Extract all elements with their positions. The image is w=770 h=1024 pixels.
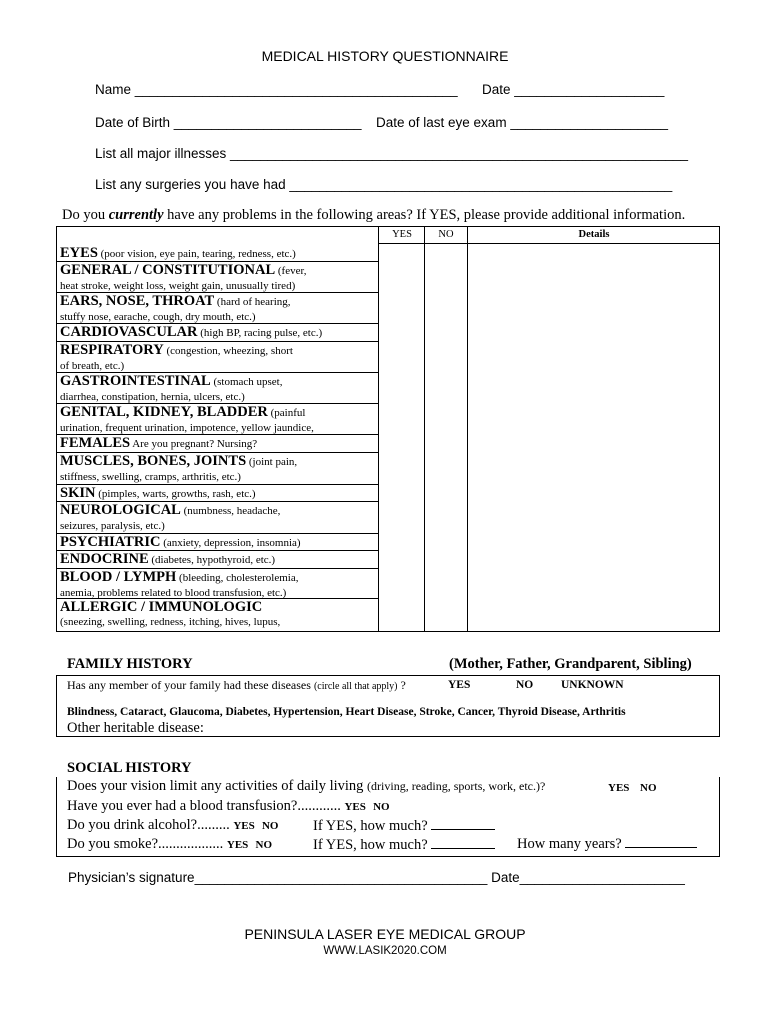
yes-column-header: YES [392, 229, 412, 240]
condition-label: GASTROINTESTINAL (stomach upset, diarrhea, constipation, hernia, ulcers, etc.) [60, 373, 283, 403]
smoke-question: Do you smoke?.................. YES NO [67, 836, 273, 852]
family-history-heading: FAMILY HISTORY [67, 656, 193, 672]
surgeries-field[interactable]: List any surgeries you have had ___________________________________________________ [95, 177, 673, 192]
details-area[interactable] [468, 244, 720, 632]
transfusion-no[interactable]: NO [373, 801, 390, 813]
condition-yes-checkbox[interactable] [391, 344, 415, 358]
family-unknown-option[interactable]: UNKNOWN [561, 679, 624, 691]
alcohol-question: Do you drink alcohol?......... YES NO [67, 817, 279, 833]
condition-label: EARS, NOSE, THROAT (hard of hearing, stuffy nose, earache, cough, dry mouth, etc.) [60, 293, 291, 323]
vision-limit-no[interactable]: NO [640, 782, 657, 794]
family-yes-option[interactable]: YES [448, 679, 471, 691]
condition-no-checkbox[interactable] [434, 601, 458, 615]
condition-no-checkbox[interactable] [434, 487, 458, 500]
family-disease-list: Blindness, Cataract, Glaucoma, Diabetes, Hypertension, Heart Disease, Stroke, Cancer, Thyroid Disease, Arthritis [67, 706, 626, 718]
condition-label: NEUROLOGICAL (numbness, headache, seizures, paralysis, etc.) [60, 502, 281, 532]
major-illnesses-field[interactable]: List all major illnesses _____________________________________________________________ [95, 146, 689, 161]
condition-label: RESPIRATORY (congestion, wheezing, short of breath, etc.) [60, 342, 293, 372]
condition-yes-checkbox[interactable] [391, 247, 415, 260]
condition-no-checkbox[interactable] [434, 295, 458, 309]
date-field[interactable]: Date ____________________ [482, 82, 665, 97]
family-relations: (Mother, Father, Grandparent, Sibling) [449, 656, 692, 672]
social-history-heading: SOCIAL HISTORY [67, 760, 192, 776]
website-url: WWW.LASIK2020.COM [323, 945, 447, 957]
vision-limit-yes[interactable]: YES [608, 782, 630, 794]
condition-label: ENDOCRINE (diabetes, hypothyroid, etc.) [60, 551, 276, 567]
condition-yes-checkbox[interactable] [391, 504, 415, 518]
condition-yes-checkbox[interactable] [391, 487, 415, 500]
condition-no-checkbox[interactable] [434, 344, 458, 358]
smoke-no[interactable]: NO [255, 839, 273, 851]
alcohol-no[interactable]: NO [261, 820, 279, 832]
condition-label: EYES (poor vision, eye pain, tearing, redness, etc.) [60, 245, 296, 261]
social-history-box [56, 777, 720, 857]
page-title: MEDICAL HISTORY QUESTIONNAIRE [261, 48, 509, 64]
condition-label: GENERAL / CONSTITUTIONAL (fever, heat stroke, weight loss, weight gain, unusually tired) [60, 262, 307, 292]
condition-yes-checkbox[interactable] [391, 295, 415, 309]
condition-yes-checkbox[interactable] [391, 455, 415, 469]
name-field[interactable]: Name ___________________________________________ [95, 82, 458, 97]
last-eye-exam-field[interactable]: Date of last eye exam _____________________ [376, 115, 668, 130]
blood-transfusion-question: Have you ever had a blood transfusion?............ YES NO [67, 798, 390, 814]
dob-field[interactable]: Date of Birth _________________________ [95, 115, 362, 130]
smoke-amount-field[interactable]: If YES, how much? [313, 836, 495, 854]
no-column-header: NO [438, 229, 454, 240]
condition-no-checkbox[interactable] [434, 553, 458, 567]
physician-signature-field[interactable]: Physician’s signature_______________________________________ Date______________________ [68, 870, 685, 885]
condition-yes-checkbox[interactable] [391, 571, 415, 585]
condition-yes-checkbox[interactable] [391, 601, 415, 615]
condition-label: CARDIOVASCULAR (high BP, racing pulse, etc.) [60, 324, 323, 340]
family-question: Has any member of your family had these diseases (circle all that apply) ? [67, 678, 406, 692]
smoke-years-field[interactable]: How many years? [517, 835, 697, 853]
condition-label: MUSCLES, BONES, JOINTS (joint pain, stiffness, swelling, cramps, arthritis, etc.) [60, 453, 298, 483]
condition-no-checkbox[interactable] [434, 375, 458, 389]
condition-no-checkbox[interactable] [434, 536, 458, 549]
condition-label: FEMALES Are you pregnant? Nursing? [60, 435, 258, 451]
alcohol-amount-field[interactable]: If YES, how much? [313, 817, 495, 835]
family-history-box [56, 675, 720, 737]
family-no-option[interactable]: NO [516, 679, 534, 691]
condition-no-checkbox[interactable] [434, 326, 458, 340]
condition-yes-checkbox[interactable] [391, 536, 415, 549]
conditions-table [56, 226, 720, 632]
condition-yes-checkbox[interactable] [391, 326, 415, 340]
condition-label: PSYCHIATRIC (anxiety, depression, insomnia) [60, 534, 301, 550]
condition-no-checkbox[interactable] [434, 455, 458, 469]
condition-yes-checkbox[interactable] [391, 553, 415, 567]
condition-no-checkbox[interactable] [434, 264, 458, 278]
vision-limit-question: Does your vision limit any activities of daily living (driving, reading, sports, work, etc.)? [67, 778, 546, 794]
condition-yes-checkbox[interactable] [391, 264, 415, 278]
condition-no-checkbox[interactable] [434, 504, 458, 518]
condition-yes-checkbox[interactable] [391, 406, 415, 420]
condition-no-checkbox[interactable] [434, 437, 458, 451]
details-column-header: Details [578, 229, 610, 240]
transfusion-yes[interactable]: YES [344, 801, 366, 813]
smoke-yes[interactable]: YES [226, 839, 249, 851]
condition-label: ALLERGIC / IMMUNOLOGIC (sneezing, swelling, redness, itching, hives, lupus, [60, 599, 281, 628]
condition-no-checkbox[interactable] [434, 406, 458, 420]
condition-no-checkbox[interactable] [434, 571, 458, 585]
condition-label: BLOOD / LYMPH (bleeding, cholesterolemia, anemia, problems related to blood transfusion, etc.) [60, 569, 299, 599]
alcohol-yes[interactable]: YES [233, 820, 255, 832]
organization-name: PENINSULA LASER EYE MEDICAL GROUP [244, 926, 526, 942]
condition-yes-checkbox[interactable] [391, 375, 415, 389]
condition-yes-checkbox[interactable] [391, 437, 415, 451]
condition-label: SKIN (pimples, warts, growths, rash, etc.) [60, 485, 256, 501]
condition-no-checkbox[interactable] [434, 247, 458, 260]
other-heritable-disease-field[interactable]: Other heritable disease: [67, 720, 204, 736]
conditions-intro: Do you currently have any problems in the following areas? If YES, please provide additional information. [62, 207, 686, 223]
condition-label: GENITAL, KIDNEY, BLADDER (painful urination, frequent urination, impotence, yellow jaundice, [60, 404, 314, 434]
